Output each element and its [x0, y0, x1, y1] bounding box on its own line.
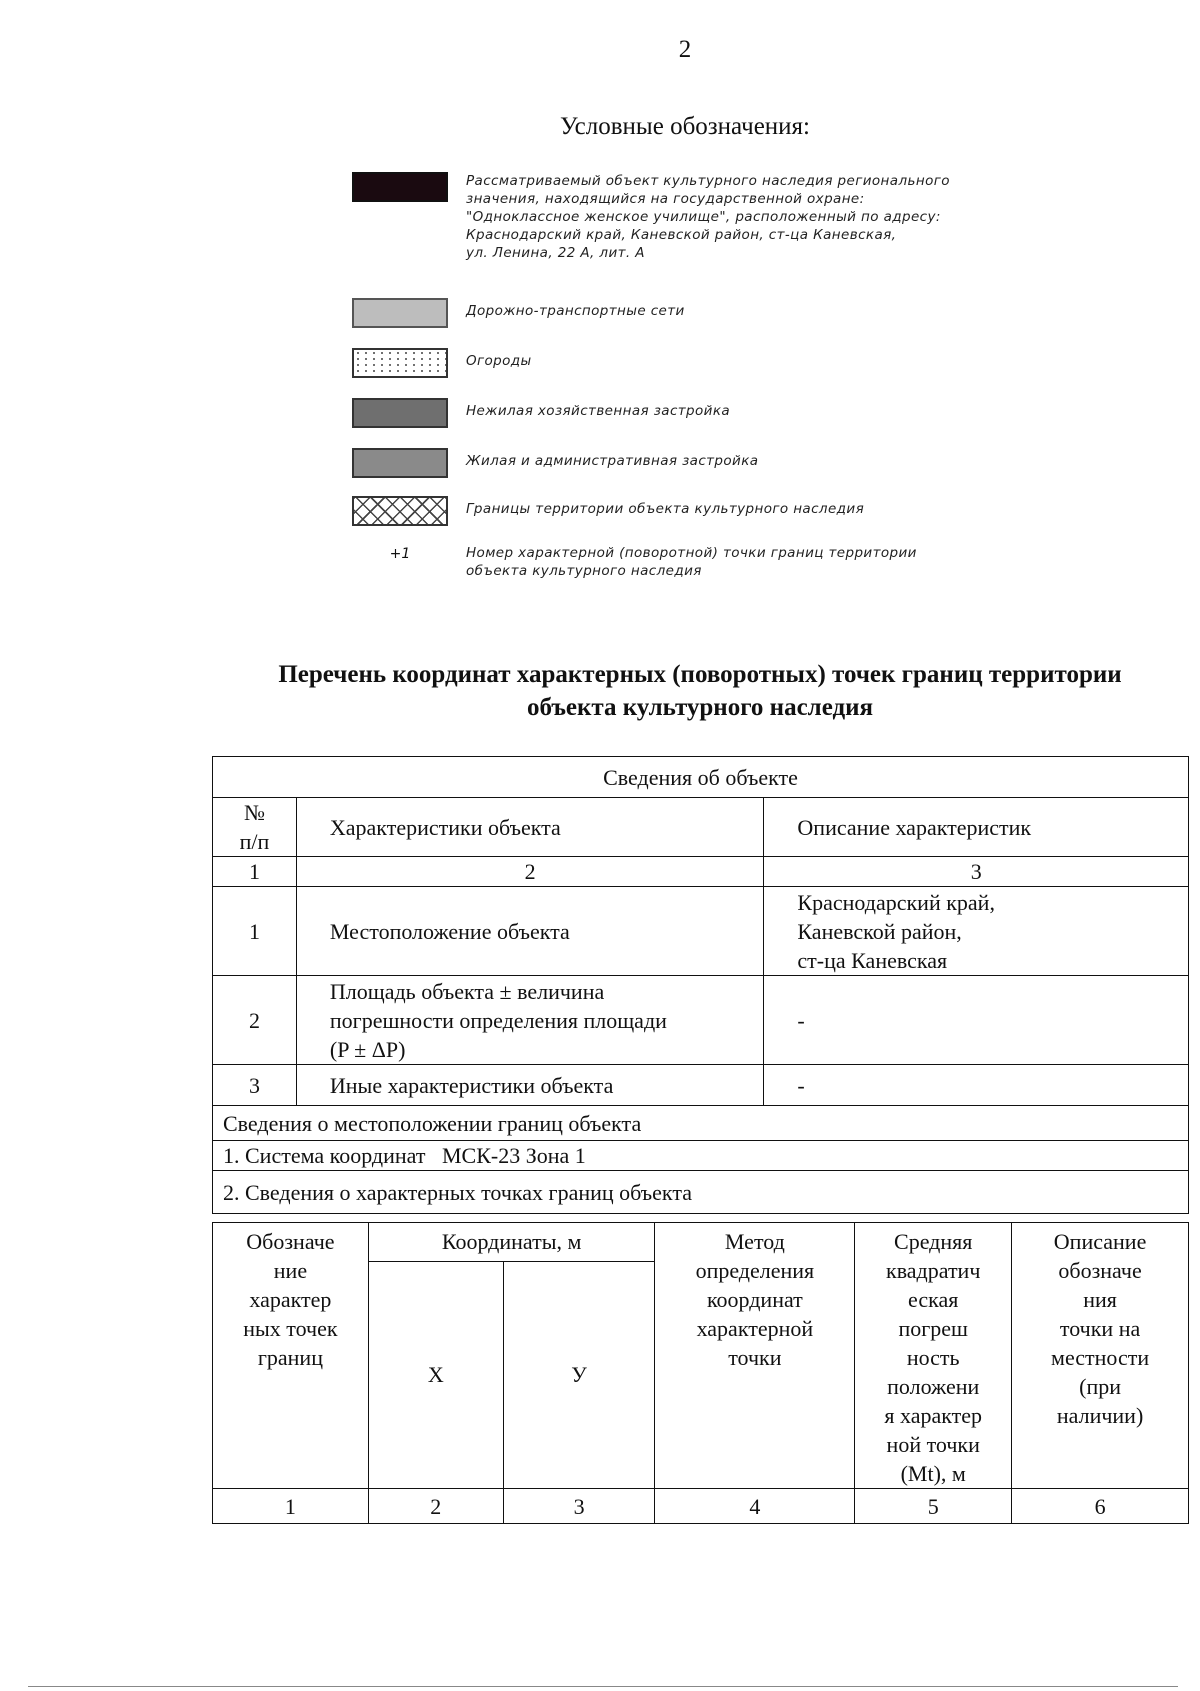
col-point-designation: Обозначе ние характер ных точек границ: [213, 1223, 369, 1489]
legend-item-garden: [352, 348, 532, 378]
col-num-cell: 1: [213, 857, 297, 887]
characteristic-cell: Местоположение объекта: [296, 887, 764, 976]
legend-item-road: [352, 298, 685, 328]
col-method: Метод определения координат характерной точки: [655, 1223, 855, 1489]
coordinate-system: 1. Система координат МСК-23 Зона 1: [213, 1141, 1189, 1171]
col-error: Средняя квадратич еская погреш ность положени я характер ной точки (Mt), м: [855, 1223, 1012, 1489]
col-number-symbol: №: [243, 800, 265, 825]
col-num-cell: 4: [655, 1489, 855, 1524]
col-x: X: [368, 1261, 503, 1488]
row-number: 3: [213, 1065, 297, 1106]
table-row: [213, 1223, 1189, 1262]
row-number: 2: [213, 976, 297, 1065]
description-cell: -: [764, 1065, 1189, 1106]
col-num-cell: 1: [213, 1489, 369, 1524]
col-number-header: [213, 798, 297, 857]
legend-item-boundary: [352, 496, 864, 526]
points-table: [212, 1222, 1189, 1524]
legend-item-object: [352, 172, 950, 262]
point-mark-icon: +1: [389, 546, 411, 562]
table-row: [213, 887, 1189, 976]
characteristic-line: погрешности определения площади: [329, 1007, 667, 1033]
col-y: У: [503, 1261, 655, 1488]
legend-title: Условные обозначения:: [559, 113, 811, 140]
row-number: 1: [213, 887, 297, 976]
residential-swatch-icon: [352, 448, 448, 478]
characteristic-line: (P ± ΔP): [329, 1036, 406, 1062]
col-num-cell: 3: [764, 857, 1189, 887]
table-row: [213, 857, 1189, 887]
table-row: [213, 1489, 1189, 1524]
legend-item-label: Номер характерной (поворотной) точки границ территории объекта культурного наследия: [466, 545, 917, 579]
table-row: [213, 1065, 1189, 1106]
object-info-header: Сведения об объекте: [213, 757, 1189, 798]
characteristic-line: Площадь объекта ± величина: [329, 978, 605, 1004]
characteristic-cell: Иные характеристики объекта: [296, 1065, 764, 1106]
description-line: Краснодарский край,: [797, 889, 995, 915]
description-line: Каневской район,: [797, 918, 962, 944]
object-swatch-icon: [352, 172, 448, 202]
table-row: [213, 1171, 1189, 1214]
description-line: ст-ца Каневская: [797, 947, 948, 973]
page-number: 2: [678, 36, 692, 63]
col-coordinates: Координаты, м: [368, 1223, 655, 1262]
section-title: [150, 658, 1200, 724]
col-num-cell: 3: [503, 1489, 655, 1524]
table-row: [213, 1106, 1189, 1141]
legend-item-label: Дорожно-транспортные сети: [466, 303, 685, 319]
points-header: 2. Сведения о характерных точках границ объекта: [213, 1171, 1189, 1214]
garden-swatch-icon: [352, 348, 448, 378]
col-characteristics-header: Характеристики объекта: [296, 798, 764, 857]
legend-item-label: Рассматриваемый объект культурного наследия регионального значения, находящийся на государственной охране: "Одноклассное женское училище", расположенный по адресу: Краснодарский край, Каневской район, ст-ца Каневская, ул. Ленина, 22 А, лит. А: [466, 173, 950, 261]
table-row: [213, 798, 1189, 857]
col-description: Описание обозначе ния точки на местности (при наличии): [1012, 1223, 1189, 1489]
col-description-header: Описание характеристик: [764, 798, 1189, 857]
page-divider: [28, 1686, 1178, 1687]
col-num-cell: 6: [1012, 1489, 1189, 1524]
legend-item-label: Жилая и административная застройка: [466, 453, 759, 469]
nonresidential-swatch-icon: [352, 398, 448, 428]
characteristic-cell: [296, 976, 764, 1065]
legend-item-label: Огороды: [466, 353, 532, 369]
legend-item-label: Границы территории объекта культурного наследия: [466, 501, 865, 517]
table-row: [213, 1141, 1189, 1171]
table-row: [213, 757, 1189, 798]
section-title-line2: объекта культурного наследия: [526, 694, 874, 721]
legend-item-nonresidential: [352, 398, 730, 428]
table-row: [213, 976, 1189, 1065]
col-num-cell: 2: [368, 1489, 503, 1524]
legend-item-label: Нежилая хозяйственная застройка: [466, 403, 731, 419]
section-title-line1: Перечень координат характерных (поворотных) точек границ территории: [278, 661, 1122, 688]
col-number-abbr: п/п: [239, 829, 270, 854]
description-cell: [764, 887, 1189, 976]
object-info-table: [212, 756, 1189, 1214]
col-num-cell: 5: [855, 1489, 1012, 1524]
boundary-swatch-icon: [352, 496, 448, 526]
legend-item-point: [352, 544, 917, 580]
description-cell: -: [764, 976, 1189, 1065]
road-swatch-icon: [352, 298, 448, 328]
location-header: Сведения о местоположении границ объекта: [213, 1106, 1189, 1141]
col-num-cell: 2: [296, 857, 764, 887]
legend-item-residential: [352, 448, 758, 478]
